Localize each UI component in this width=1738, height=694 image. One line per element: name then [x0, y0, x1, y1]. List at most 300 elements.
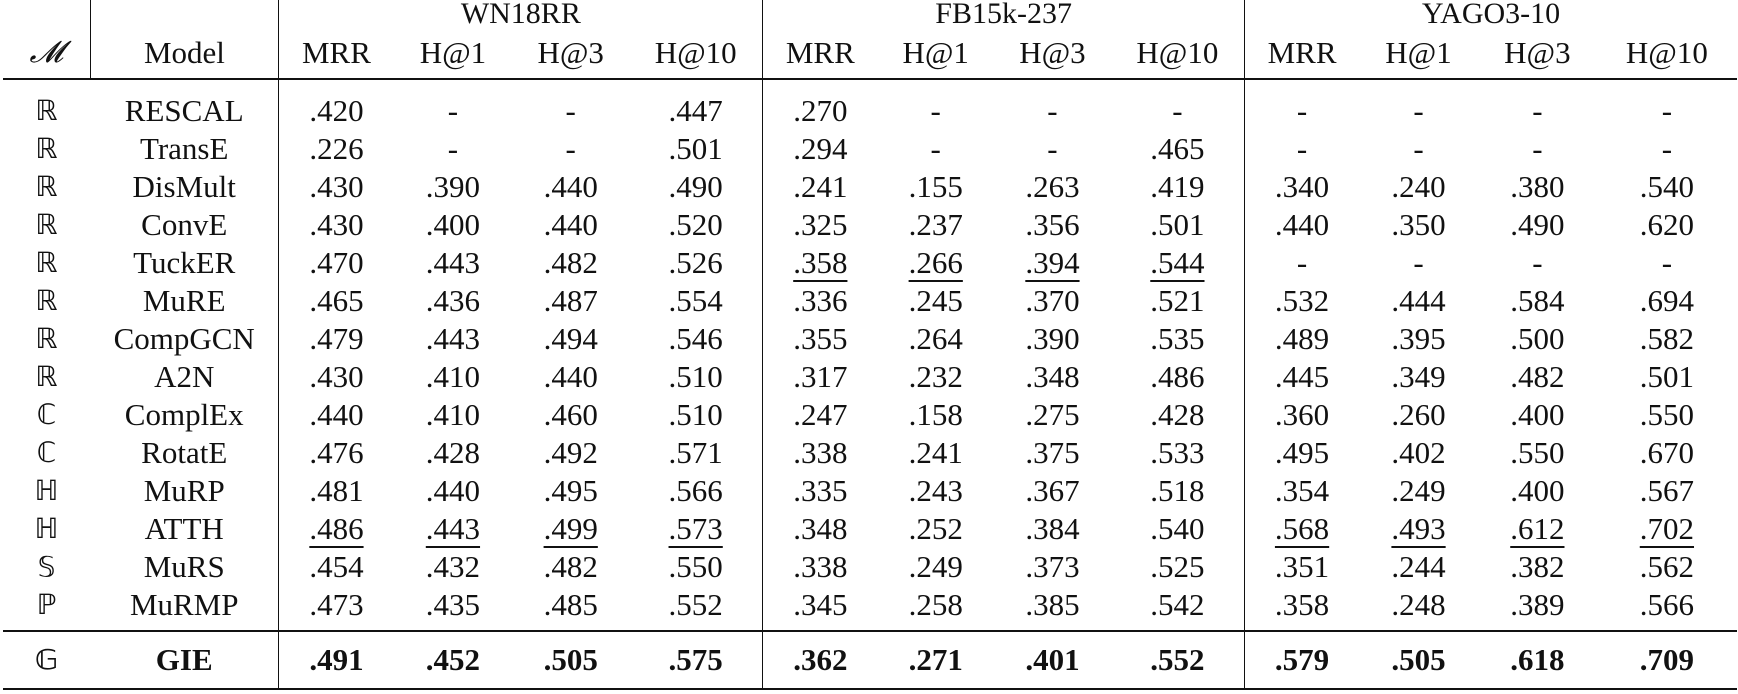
- column-header: H@3: [994, 28, 1111, 79]
- metric-value: -: [1047, 93, 1058, 128]
- metric-value: .367: [1025, 473, 1080, 508]
- metric-value: .493: [1391, 511, 1446, 546]
- metric-cell: [1111, 358, 1245, 396]
- metric-cell: [994, 320, 1111, 358]
- model-name-cell: MuRS: [90, 548, 279, 586]
- space-symbol-cell: 𝕊: [37, 550, 56, 583]
- metric-cell: [512, 510, 629, 548]
- metric-value: .495: [543, 473, 598, 508]
- metric-value: .479: [309, 321, 364, 356]
- metric-cell: [1359, 434, 1478, 472]
- metric-cell: [877, 282, 994, 320]
- metric-cell: [763, 510, 878, 548]
- metric-cell: [763, 434, 878, 472]
- metric-value: .486: [1150, 359, 1205, 394]
- metric-value: .440: [309, 397, 364, 432]
- metric-value: .501: [1639, 359, 1695, 394]
- metric-cell: [1111, 510, 1245, 548]
- metric-cell: [877, 168, 994, 206]
- metric-cell: [994, 434, 1111, 472]
- metric-value: .445: [1274, 359, 1330, 394]
- group-header-blank: [3, 0, 90, 28]
- metric-cell: [994, 472, 1111, 510]
- metric-cell: [629, 631, 763, 689]
- metric-value: .520: [668, 207, 723, 242]
- metric-cell: [279, 79, 394, 130]
- metric-value: .237: [908, 207, 963, 242]
- model-name-cell: RESCAL: [90, 79, 279, 130]
- metric-cell: [1359, 168, 1478, 206]
- metric-value: -: [1296, 93, 1308, 128]
- metric-cell: [1245, 510, 1360, 548]
- metric-cell: [512, 79, 629, 130]
- metric-cell: [1597, 320, 1737, 358]
- metric-value: .694: [1639, 283, 1695, 318]
- metric-cell: [763, 396, 878, 434]
- metric-cell: [877, 130, 994, 168]
- group-header-blank: [90, 0, 279, 28]
- metric-value: -: [1172, 93, 1183, 128]
- metric-value: .568: [1274, 511, 1330, 546]
- metric-cell: [279, 434, 394, 472]
- space-symbol-cell: ℝ: [35, 322, 58, 355]
- metric-cell: [394, 586, 513, 631]
- table-row: [3, 130, 1737, 168]
- metric-cell: [1478, 130, 1597, 168]
- metric-cell: [877, 472, 994, 510]
- metric-cell: [512, 631, 629, 689]
- metric-value: .550: [1639, 397, 1695, 432]
- metric-cell: [629, 79, 763, 130]
- metric-cell: [1478, 510, 1597, 548]
- metric-cell: [1597, 510, 1737, 548]
- metric-value: .575: [668, 642, 723, 677]
- table-row: [3, 206, 1737, 244]
- metric-cell: [1359, 631, 1478, 689]
- metric-cell: [1597, 472, 1737, 510]
- model-name-cell: RotatE: [90, 434, 279, 472]
- metric-value: -: [930, 93, 941, 128]
- metric-value: .518: [1150, 473, 1205, 508]
- table-body: [3, 79, 1737, 631]
- metric-value: .400: [1510, 397, 1565, 432]
- metric-value: .394: [1025, 245, 1080, 280]
- metric-value: -: [1047, 131, 1058, 166]
- metric-cell: [1359, 510, 1478, 548]
- metric-cell: [1359, 130, 1478, 168]
- metric-value: .358: [793, 245, 848, 280]
- model-name-cell: MuRMP: [90, 586, 279, 631]
- column-header: MRR: [763, 28, 878, 79]
- metric-cell: [1111, 320, 1245, 358]
- metric-cell: [1245, 168, 1360, 206]
- metric-cell: [763, 130, 878, 168]
- column-header: H@10: [629, 28, 763, 79]
- metric-value: .266: [908, 245, 963, 280]
- metric-value: .241: [793, 169, 848, 204]
- metric-value: .410: [425, 397, 481, 432]
- metric-cell: [763, 548, 878, 586]
- metric-cell: [1478, 396, 1597, 434]
- metric-cell: [279, 631, 394, 689]
- metric-value: .336: [793, 283, 848, 318]
- metric-cell: [629, 586, 763, 631]
- metric-cell: [1111, 586, 1245, 631]
- metric-cell: [877, 79, 994, 130]
- metric-value: .232: [908, 359, 963, 394]
- metric-cell: [394, 320, 513, 358]
- metric-value: .360: [1274, 397, 1330, 432]
- metric-cell: [763, 586, 878, 631]
- metric-value: .465: [309, 283, 364, 318]
- metric-value: .338: [793, 549, 848, 584]
- metric-cell: [1478, 320, 1597, 358]
- metric-value: .521: [1150, 283, 1205, 318]
- metric-value: .526: [668, 245, 723, 280]
- metric-cell: [512, 358, 629, 396]
- metric-value: .702: [1639, 511, 1695, 546]
- metric-cell: [877, 510, 994, 548]
- metric-value: -: [1532, 245, 1543, 280]
- metric-value: .348: [793, 511, 848, 546]
- metric-value: -: [1661, 131, 1673, 166]
- metric-value: -: [1413, 131, 1424, 166]
- metric-value: .358: [1274, 587, 1330, 622]
- metric-cell: [394, 206, 513, 244]
- metric-value: .435: [425, 587, 481, 622]
- metric-value: .525: [1150, 549, 1205, 584]
- column-header: H@1: [1359, 28, 1478, 79]
- metric-cell: [512, 130, 629, 168]
- metric-value: .240: [1391, 169, 1446, 204]
- metric-cell: [1111, 282, 1245, 320]
- metric-cell: [1478, 548, 1597, 586]
- metric-value: .345: [793, 587, 848, 622]
- metric-cell: [1111, 79, 1245, 130]
- model-name-cell: A2N: [90, 358, 279, 396]
- metric-cell: [394, 168, 513, 206]
- metric-cell: [763, 320, 878, 358]
- metric-cell: [1478, 244, 1597, 282]
- metric-value: .382: [1510, 549, 1565, 584]
- column-header: H@10: [1111, 28, 1245, 79]
- metric-value: .510: [668, 359, 723, 394]
- metric-cell: [279, 358, 394, 396]
- metric-value: .443: [425, 245, 481, 280]
- metric-cell: [1359, 586, 1478, 631]
- metric-value: .490: [668, 169, 723, 204]
- metric-value: .584: [1510, 283, 1565, 318]
- metric-value: .440: [1274, 207, 1330, 242]
- column-header: MRR: [279, 28, 394, 79]
- metric-value: .573: [668, 511, 723, 546]
- metric-cell: [1111, 244, 1245, 282]
- metric-cell: [394, 434, 513, 472]
- metric-cell: [877, 396, 994, 434]
- metric-value: .155: [908, 169, 963, 204]
- metric-value: .385: [1025, 587, 1080, 622]
- metric-cell: [1245, 631, 1360, 689]
- metric-value: .540: [1150, 511, 1205, 546]
- model-name-cell: ComplEx: [90, 396, 279, 434]
- metric-cell: [1597, 396, 1737, 434]
- metric-cell: [629, 358, 763, 396]
- metric-cell: [877, 320, 994, 358]
- metric-cell: [1478, 631, 1597, 689]
- space-symbol-cell: ℝ: [35, 94, 58, 127]
- model-name-cell: MuRP: [90, 472, 279, 510]
- results-table: [3, 0, 1737, 690]
- metric-value: .470: [309, 245, 364, 280]
- metric-cell: [994, 168, 1111, 206]
- metric-value: .540: [1639, 169, 1695, 204]
- metric-cell: [763, 472, 878, 510]
- metric-cell: [394, 79, 513, 130]
- metric-cell: [394, 282, 513, 320]
- metric-cell: [1245, 282, 1360, 320]
- metric-cell: [763, 282, 878, 320]
- metric-value: .491: [309, 642, 364, 677]
- metric-value: .567: [1639, 473, 1695, 508]
- model-name-cell: TransE: [90, 130, 279, 168]
- metric-value: .247: [793, 397, 848, 432]
- metric-cell: [1245, 244, 1360, 282]
- metric-value: -: [1413, 245, 1424, 280]
- metric-cell: [1597, 206, 1737, 244]
- metric-cell: [1245, 472, 1360, 510]
- space-symbol-cell: ℝ: [35, 132, 58, 165]
- group-header-yago3-10: YAGO3-10: [1421, 0, 1561, 30]
- metric-value: .420: [309, 93, 364, 128]
- table-row: [3, 358, 1737, 396]
- metric-cell: [877, 206, 994, 244]
- metric-value: -: [1296, 245, 1308, 280]
- metric-cell: [1597, 282, 1737, 320]
- metric-cell: [1111, 472, 1245, 510]
- metric-value: .440: [543, 207, 598, 242]
- metric-cell: [1111, 206, 1245, 244]
- metric-value: .709: [1639, 642, 1695, 677]
- metric-value: .252: [908, 511, 963, 546]
- metric-value: .489: [1274, 321, 1330, 356]
- metric-value: .582: [1639, 321, 1695, 356]
- metric-cell: [629, 510, 763, 548]
- metric-cell: [1245, 130, 1360, 168]
- metric-cell: [1245, 586, 1360, 631]
- metric-value: -: [565, 131, 576, 166]
- metric-cell: [763, 244, 878, 282]
- metric-value: .670: [1639, 435, 1695, 470]
- metric-value: .260: [1391, 397, 1446, 432]
- metric-cell: [279, 510, 394, 548]
- metric-value: .571: [668, 435, 723, 470]
- metric-cell: [1478, 79, 1597, 130]
- metric-cell: [994, 631, 1111, 689]
- space-symbol-cell: ℝ: [35, 246, 58, 279]
- metric-value: .482: [1510, 359, 1565, 394]
- table-row: [3, 79, 1737, 130]
- column-header: H@3: [1478, 28, 1597, 79]
- metric-value: .620: [1639, 207, 1695, 242]
- space-symbol-cell: ℝ: [35, 170, 58, 203]
- metric-value: -: [447, 131, 459, 166]
- metric-value: .473: [309, 587, 364, 622]
- metric-cell: [1597, 168, 1737, 206]
- metric-value: -: [1661, 245, 1673, 280]
- metric-value: .226: [309, 131, 364, 166]
- metric-cell: [763, 631, 878, 689]
- metric-value: .542: [1150, 587, 1205, 622]
- metric-cell: [512, 548, 629, 586]
- metric-value: .554: [668, 283, 723, 318]
- metric-value: .505: [543, 642, 598, 677]
- metric-cell: [877, 244, 994, 282]
- metric-cell: [512, 396, 629, 434]
- group-header-row: [3, 0, 1737, 28]
- metric-cell: [1478, 358, 1597, 396]
- metric-cell: [394, 548, 513, 586]
- metric-value: .348: [1025, 359, 1080, 394]
- metric-cell: [1478, 168, 1597, 206]
- metric-cell: [512, 472, 629, 510]
- metric-value: .263: [1025, 169, 1080, 204]
- metric-cell: [1597, 434, 1737, 472]
- table-row: [3, 434, 1737, 472]
- metric-cell: [629, 130, 763, 168]
- metric-value: .505: [1391, 642, 1446, 677]
- metric-cell: [629, 472, 763, 510]
- metric-value: .335: [793, 473, 848, 508]
- metric-cell: [279, 282, 394, 320]
- metric-cell: [394, 472, 513, 510]
- metric-value: .487: [543, 283, 598, 318]
- metric-cell: [1359, 548, 1478, 586]
- metric-value: .546: [668, 321, 723, 356]
- space-symbol-cell: ℝ: [35, 284, 58, 317]
- metric-cell: [1245, 206, 1360, 244]
- space-symbol-cell: ℝ: [35, 360, 58, 393]
- metric-cell: [1478, 472, 1597, 510]
- metric-value: .460: [543, 397, 598, 432]
- column-header-space: 𝓜: [3, 28, 90, 79]
- metric-cell: [994, 586, 1111, 631]
- metric-cell: [394, 244, 513, 282]
- metric-cell: [512, 586, 629, 631]
- group-header-wn18rr: WN18RR: [279, 0, 763, 28]
- metric-cell: [629, 206, 763, 244]
- metric-cell: [1359, 358, 1478, 396]
- metric-value: .158: [908, 397, 963, 432]
- metric-value: .430: [309, 207, 364, 242]
- metric-value: .482: [543, 549, 598, 584]
- metric-value: .447: [668, 93, 723, 128]
- metric-value: .354: [1274, 473, 1330, 508]
- model-name-cell: MuRE: [90, 282, 279, 320]
- metric-value: .340: [1274, 169, 1330, 204]
- metric-value: .566: [1639, 587, 1695, 622]
- space-symbol-cell: 𝔾: [3, 631, 90, 689]
- metric-value: .500: [1510, 321, 1565, 356]
- metric-value: .510: [668, 397, 723, 432]
- metric-cell: [994, 282, 1111, 320]
- space-symbol-cell: ℙ: [36, 588, 57, 621]
- space-symbol-cell: ℍ: [34, 512, 59, 545]
- metric-cell: [1111, 434, 1245, 472]
- metric-value: .384: [1025, 511, 1080, 546]
- metric-value: .490: [1510, 207, 1565, 242]
- metric-value: -: [1661, 93, 1673, 128]
- metric-cell: [1597, 244, 1737, 282]
- metric-value: .389: [1510, 587, 1565, 622]
- metric-cell: [994, 206, 1111, 244]
- metric-cell: [629, 244, 763, 282]
- model-name-cell: ConvE: [90, 206, 279, 244]
- metric-value: .486: [309, 511, 364, 546]
- group-header-fb15k-237: FB15k-237: [763, 0, 1245, 28]
- metric-value: .241: [908, 435, 963, 470]
- metric-value: .245: [908, 283, 963, 318]
- metric-cell: [1597, 586, 1737, 631]
- table-row: [3, 168, 1737, 206]
- column-header: MRR: [1245, 28, 1360, 79]
- metric-cell: [994, 358, 1111, 396]
- metric-cell: [629, 282, 763, 320]
- metric-cell: [1359, 79, 1478, 130]
- model-name-cell: ATTH: [90, 510, 279, 548]
- metric-value: .430: [309, 359, 364, 394]
- metric-cell: [394, 510, 513, 548]
- metric-cell: [279, 548, 394, 586]
- metric-value: .579: [1274, 642, 1330, 677]
- metric-value: .552: [668, 587, 723, 622]
- metric-cell: [1245, 396, 1360, 434]
- metric-cell: [1597, 130, 1737, 168]
- metric-value: .562: [1639, 549, 1695, 584]
- metric-cell: [512, 168, 629, 206]
- metric-value: .395: [1391, 321, 1446, 356]
- metric-value: -: [1413, 93, 1424, 128]
- metric-cell: [629, 168, 763, 206]
- metric-value: .317: [793, 359, 848, 394]
- metric-value: .443: [425, 511, 481, 546]
- metric-value: .454: [309, 549, 364, 584]
- model-name-cell: CompGCN: [90, 320, 279, 358]
- metric-value: .400: [425, 207, 481, 242]
- metric-value: .294: [793, 131, 848, 166]
- metric-value: .402: [1391, 435, 1446, 470]
- metric-cell: [1359, 244, 1478, 282]
- metric-value: .444: [1391, 283, 1446, 318]
- metric-value: -: [1532, 131, 1543, 166]
- metric-value: .390: [1025, 321, 1080, 356]
- metric-value: .465: [1150, 131, 1205, 166]
- metric-cell: [1359, 206, 1478, 244]
- metric-value: -: [930, 131, 941, 166]
- metric-cell: [279, 472, 394, 510]
- metric-value: .535: [1150, 321, 1205, 356]
- metric-value: .495: [1274, 435, 1330, 470]
- table-row: [3, 282, 1737, 320]
- metric-cell: [877, 358, 994, 396]
- metric-value: .485: [543, 587, 598, 622]
- metric-cell: [512, 282, 629, 320]
- metric-value: -: [1296, 131, 1308, 166]
- space-symbol-cell: ℂ: [36, 398, 57, 431]
- metric-value: .533: [1150, 435, 1205, 470]
- metric-cell: [512, 206, 629, 244]
- table-row: [3, 244, 1737, 282]
- metric-value: .428: [425, 435, 481, 470]
